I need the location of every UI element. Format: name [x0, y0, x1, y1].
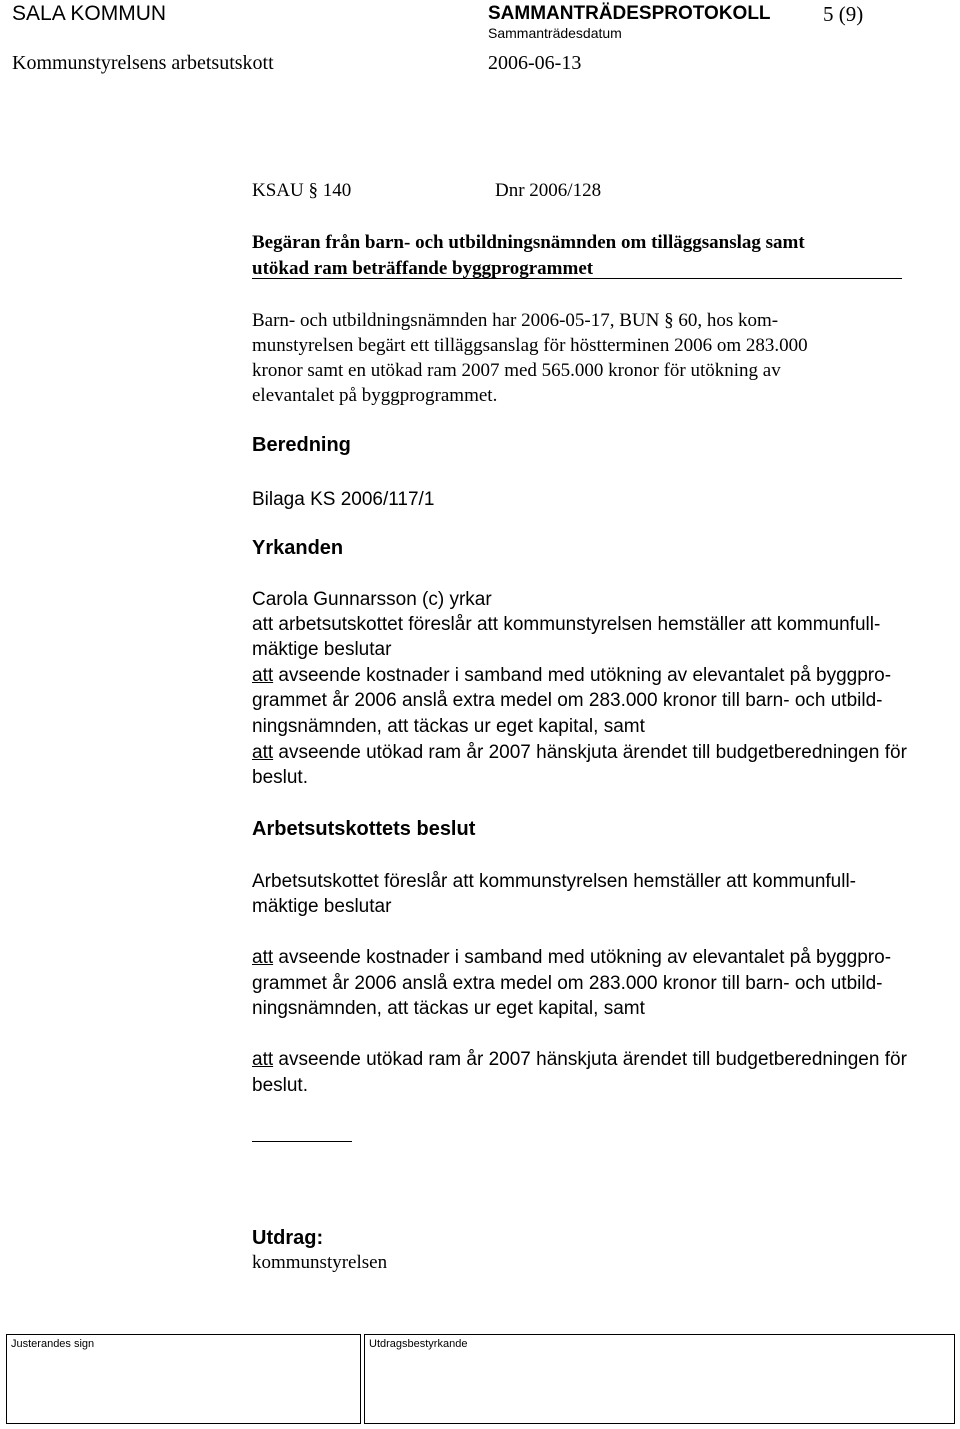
att-marker: att — [252, 665, 274, 686]
utdrag-label: Utdrag: — [252, 1227, 324, 1249]
utdragsbestyrkande-label: Utdragsbestyrkande — [369, 1338, 468, 1350]
date-label: Sammanträdesdatum — [488, 25, 622, 41]
yrkanden-line: grammet år 2006 anslå extra medel om 283.000 kronor till barn- och utbild- — [252, 690, 883, 711]
justerandes-sign-box — [6, 1334, 361, 1424]
intro-line: kronor samt en utökad ram 2007 med 565.000 kronor för utökning av — [252, 360, 781, 381]
protocol-title: SAMMANTRÄDESPROTOKOLL — [488, 3, 771, 24]
beslut-heading: Arbetsutskottets beslut — [252, 818, 476, 840]
att-marker: att — [252, 947, 274, 968]
org-name: SALA KOMMUN — [12, 2, 167, 25]
yrkanden-line: att avseende kostnader i samband med utökning av elevantalet på byggpro- — [252, 665, 892, 686]
footer-signature-row — [6, 1334, 955, 1424]
beslut-line: att avseende utökad ram år 2007 hänskjuta ärendet till budgetberedningen för — [252, 1049, 907, 1070]
case-dnr: Dnr 2006/128 — [495, 180, 602, 201]
intro-line: elevantalet på byggprogrammet. — [252, 385, 498, 406]
utdrag-recipient: kommunstyrelsen — [252, 1252, 388, 1273]
beslut-line: grammet år 2006 anslå extra medel om 283.000 kronor till barn- och utbild- — [252, 973, 883, 994]
separator-line — [252, 1141, 352, 1142]
intro-line: Barn- och utbildningsnämnden har 2006-05-17, BUN § 60, hos kom- — [252, 310, 779, 331]
att-marker: att — [252, 742, 274, 763]
case-title-line: Begäran från barn- och utbildningsnämnden om tilläggsanslag samt — [252, 232, 805, 253]
beslut-line: mäktige beslutar — [252, 896, 392, 917]
beredning-text: Bilaga KS 2006/117/1 — [252, 489, 435, 510]
committee-name: Kommunstyrelsens arbetsutskott — [12, 52, 274, 74]
yrkanden-line: beslut. — [252, 767, 308, 788]
yrkanden-heading: Yrkanden — [252, 537, 344, 559]
beslut-line: att avseende kostnader i samband med utökning av elevantalet på byggpro- — [252, 947, 892, 968]
case-number: KSAU § 140 — [252, 180, 352, 201]
justerandes-sign-label: Justerandes sign — [11, 1338, 95, 1350]
yrkanden-line: ningsnämnden, att täckas ur eget kapital, samt — [252, 716, 645, 737]
meeting-date: 2006-06-13 — [488, 52, 582, 74]
title-underline — [252, 278, 902, 279]
yrkanden-line: att avseende utökad ram år 2007 hänskjuta ärendet till budgetberedningen för — [252, 742, 907, 763]
case-title-line: utökad ram beträffande byggprogrammet — [252, 258, 594, 279]
yrkanden-line: Carola Gunnarsson (c) yrkar — [252, 589, 492, 610]
utdragsbestyrkande-box — [364, 1334, 955, 1424]
beslut-line: Arbetsutskottet föreslår att kommunstyrelsen hemställer att kommunfull- — [252, 871, 857, 892]
intro-line: munstyrelsen begärt ett tilläggsanslag för höstterminen 2006 om 283.000 — [252, 335, 808, 356]
yrkanden-line: att arbetsutskottet föreslår att kommunstyrelsen hemställer att kommunfull- — [252, 614, 881, 635]
page-number: 5 (9) — [823, 2, 864, 26]
beslut-line: ningsnämnden, att täckas ur eget kapital, samt — [252, 998, 645, 1019]
att-marker: att — [252, 1049, 274, 1070]
beslut-line: beslut. — [252, 1075, 308, 1096]
yrkanden-line: mäktige beslutar — [252, 639, 392, 660]
beredning-heading: Beredning — [252, 434, 351, 456]
